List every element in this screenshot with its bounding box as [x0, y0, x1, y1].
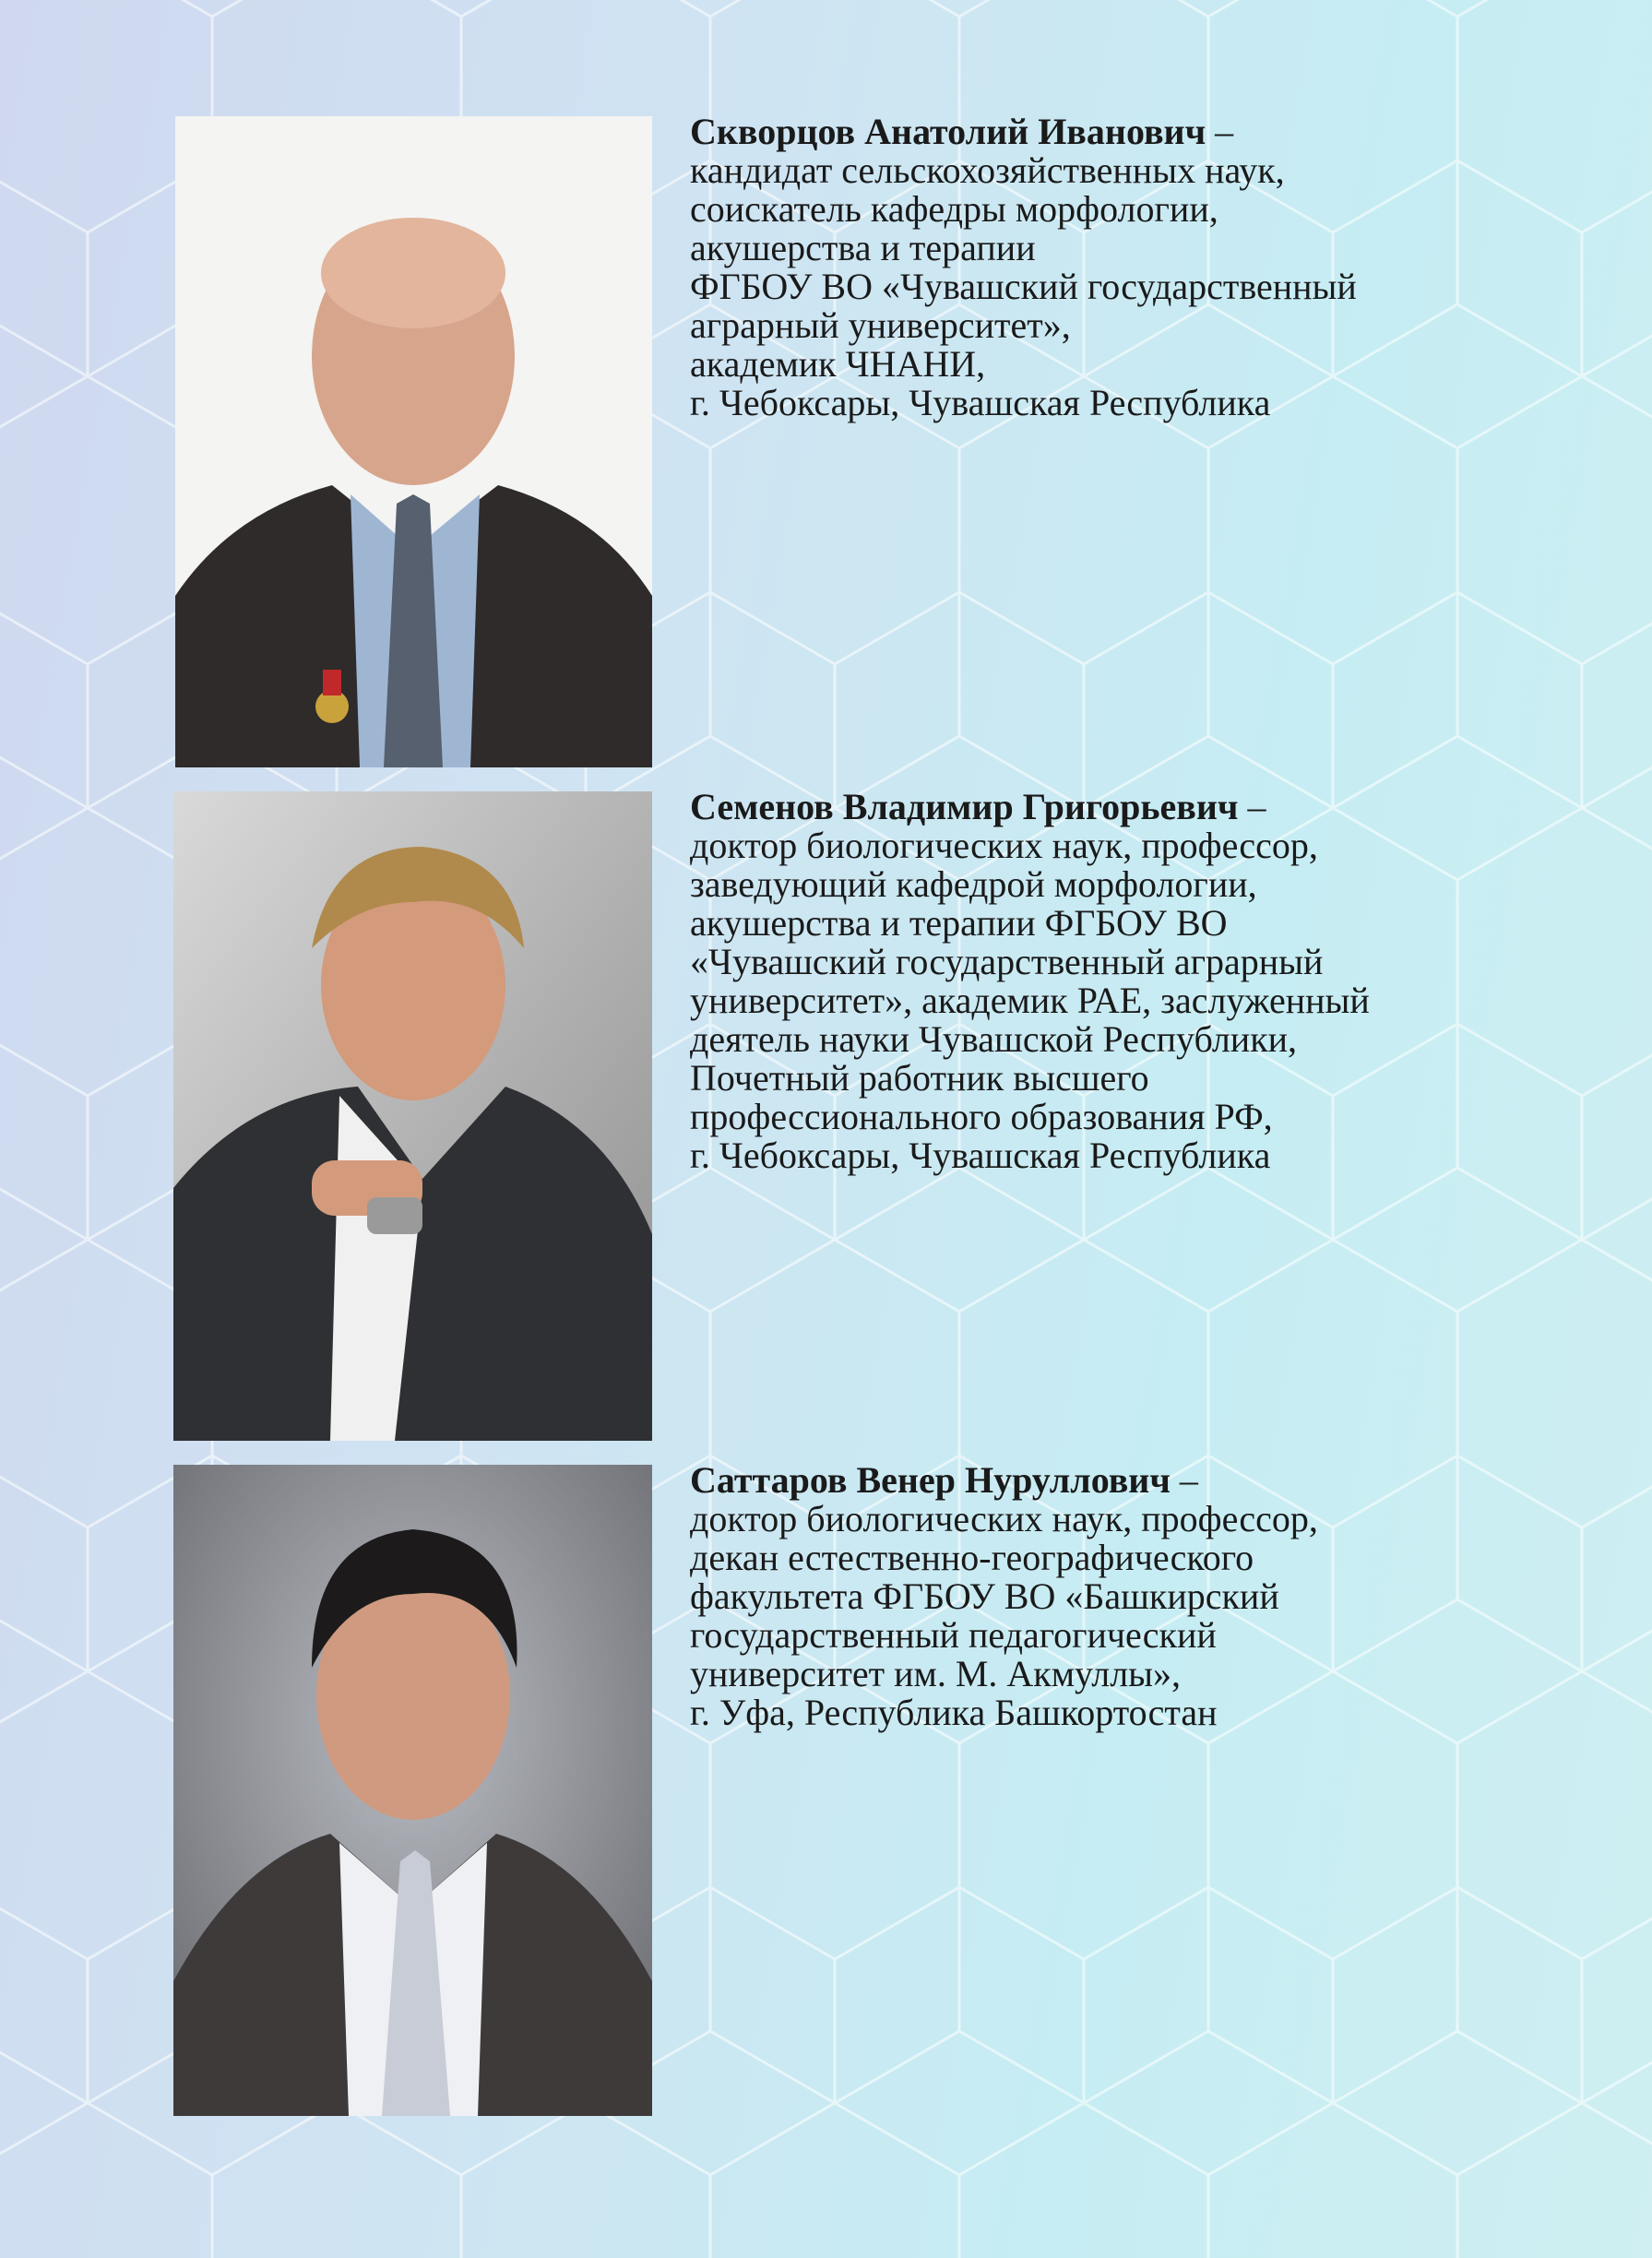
- bio-line: декан естественно-географического: [690, 1537, 1254, 1578]
- author-bio: [690, 113, 1612, 422]
- bio-line: академик ЧНАНИ,: [690, 343, 986, 385]
- name-dash: –: [1238, 786, 1266, 827]
- bio-line: «Чувашский государственный аграрный: [690, 941, 1324, 982]
- bio-line: г. Чебоксары, Чувашская Республика: [690, 1135, 1271, 1176]
- author-name: Семенов Владимир Григорьевич: [690, 786, 1239, 827]
- bio-line: факультета ФГБОУ ВО «Башкирский: [690, 1575, 1279, 1617]
- bio-line: акушерства и терапии: [690, 227, 1036, 268]
- bio-line: доктор биологических наук, профессор,: [690, 825, 1318, 866]
- bio-line: университет», академик РАЕ, заслуженный: [690, 980, 1370, 1021]
- author-photo: [175, 116, 652, 767]
- bio-line: аграрный университет»,: [690, 304, 1071, 346]
- author-name: Скворцов Анатолий Иванович: [690, 111, 1206, 152]
- bio-line: университет им. М. Акмуллы»,: [690, 1653, 1182, 1694]
- bio-line: ФГБОУ ВО «Чувашский государственный: [690, 266, 1357, 307]
- bio-line: соискатель кафедры морфологии,: [690, 188, 1218, 230]
- author-photo: [173, 791, 652, 1441]
- name-dash: –: [1170, 1459, 1198, 1501]
- bio-line: кандидат сельскохозяйственных наук,: [690, 149, 1285, 191]
- name-dash: –: [1206, 111, 1234, 152]
- bio-line: доктор биологических наук, профессор,: [690, 1498, 1318, 1539]
- bio-line: г. Уфа, Республика Башкортостан: [690, 1692, 1218, 1733]
- bio-line: г. Чебоксары, Чувашская Республика: [690, 382, 1271, 423]
- bio-line: государственный педагогический: [690, 1614, 1217, 1656]
- bio-line: деятель науки Чувашской Республики,: [690, 1018, 1298, 1060]
- author-bio: [690, 788, 1612, 1175]
- author-photo: [173, 1465, 652, 2116]
- bio-line: заведующий кафедрой морфологии,: [690, 863, 1257, 905]
- bio-line: профессионального образования РФ,: [690, 1096, 1273, 1137]
- bio-line: Почетный работник высшего: [690, 1057, 1149, 1099]
- bio-line: акушерства и терапии ФГБОУ ВО: [690, 902, 1228, 944]
- author-bio: [690, 1461, 1612, 1732]
- author-name: Саттаров Венер Нуруллович: [690, 1459, 1171, 1501]
